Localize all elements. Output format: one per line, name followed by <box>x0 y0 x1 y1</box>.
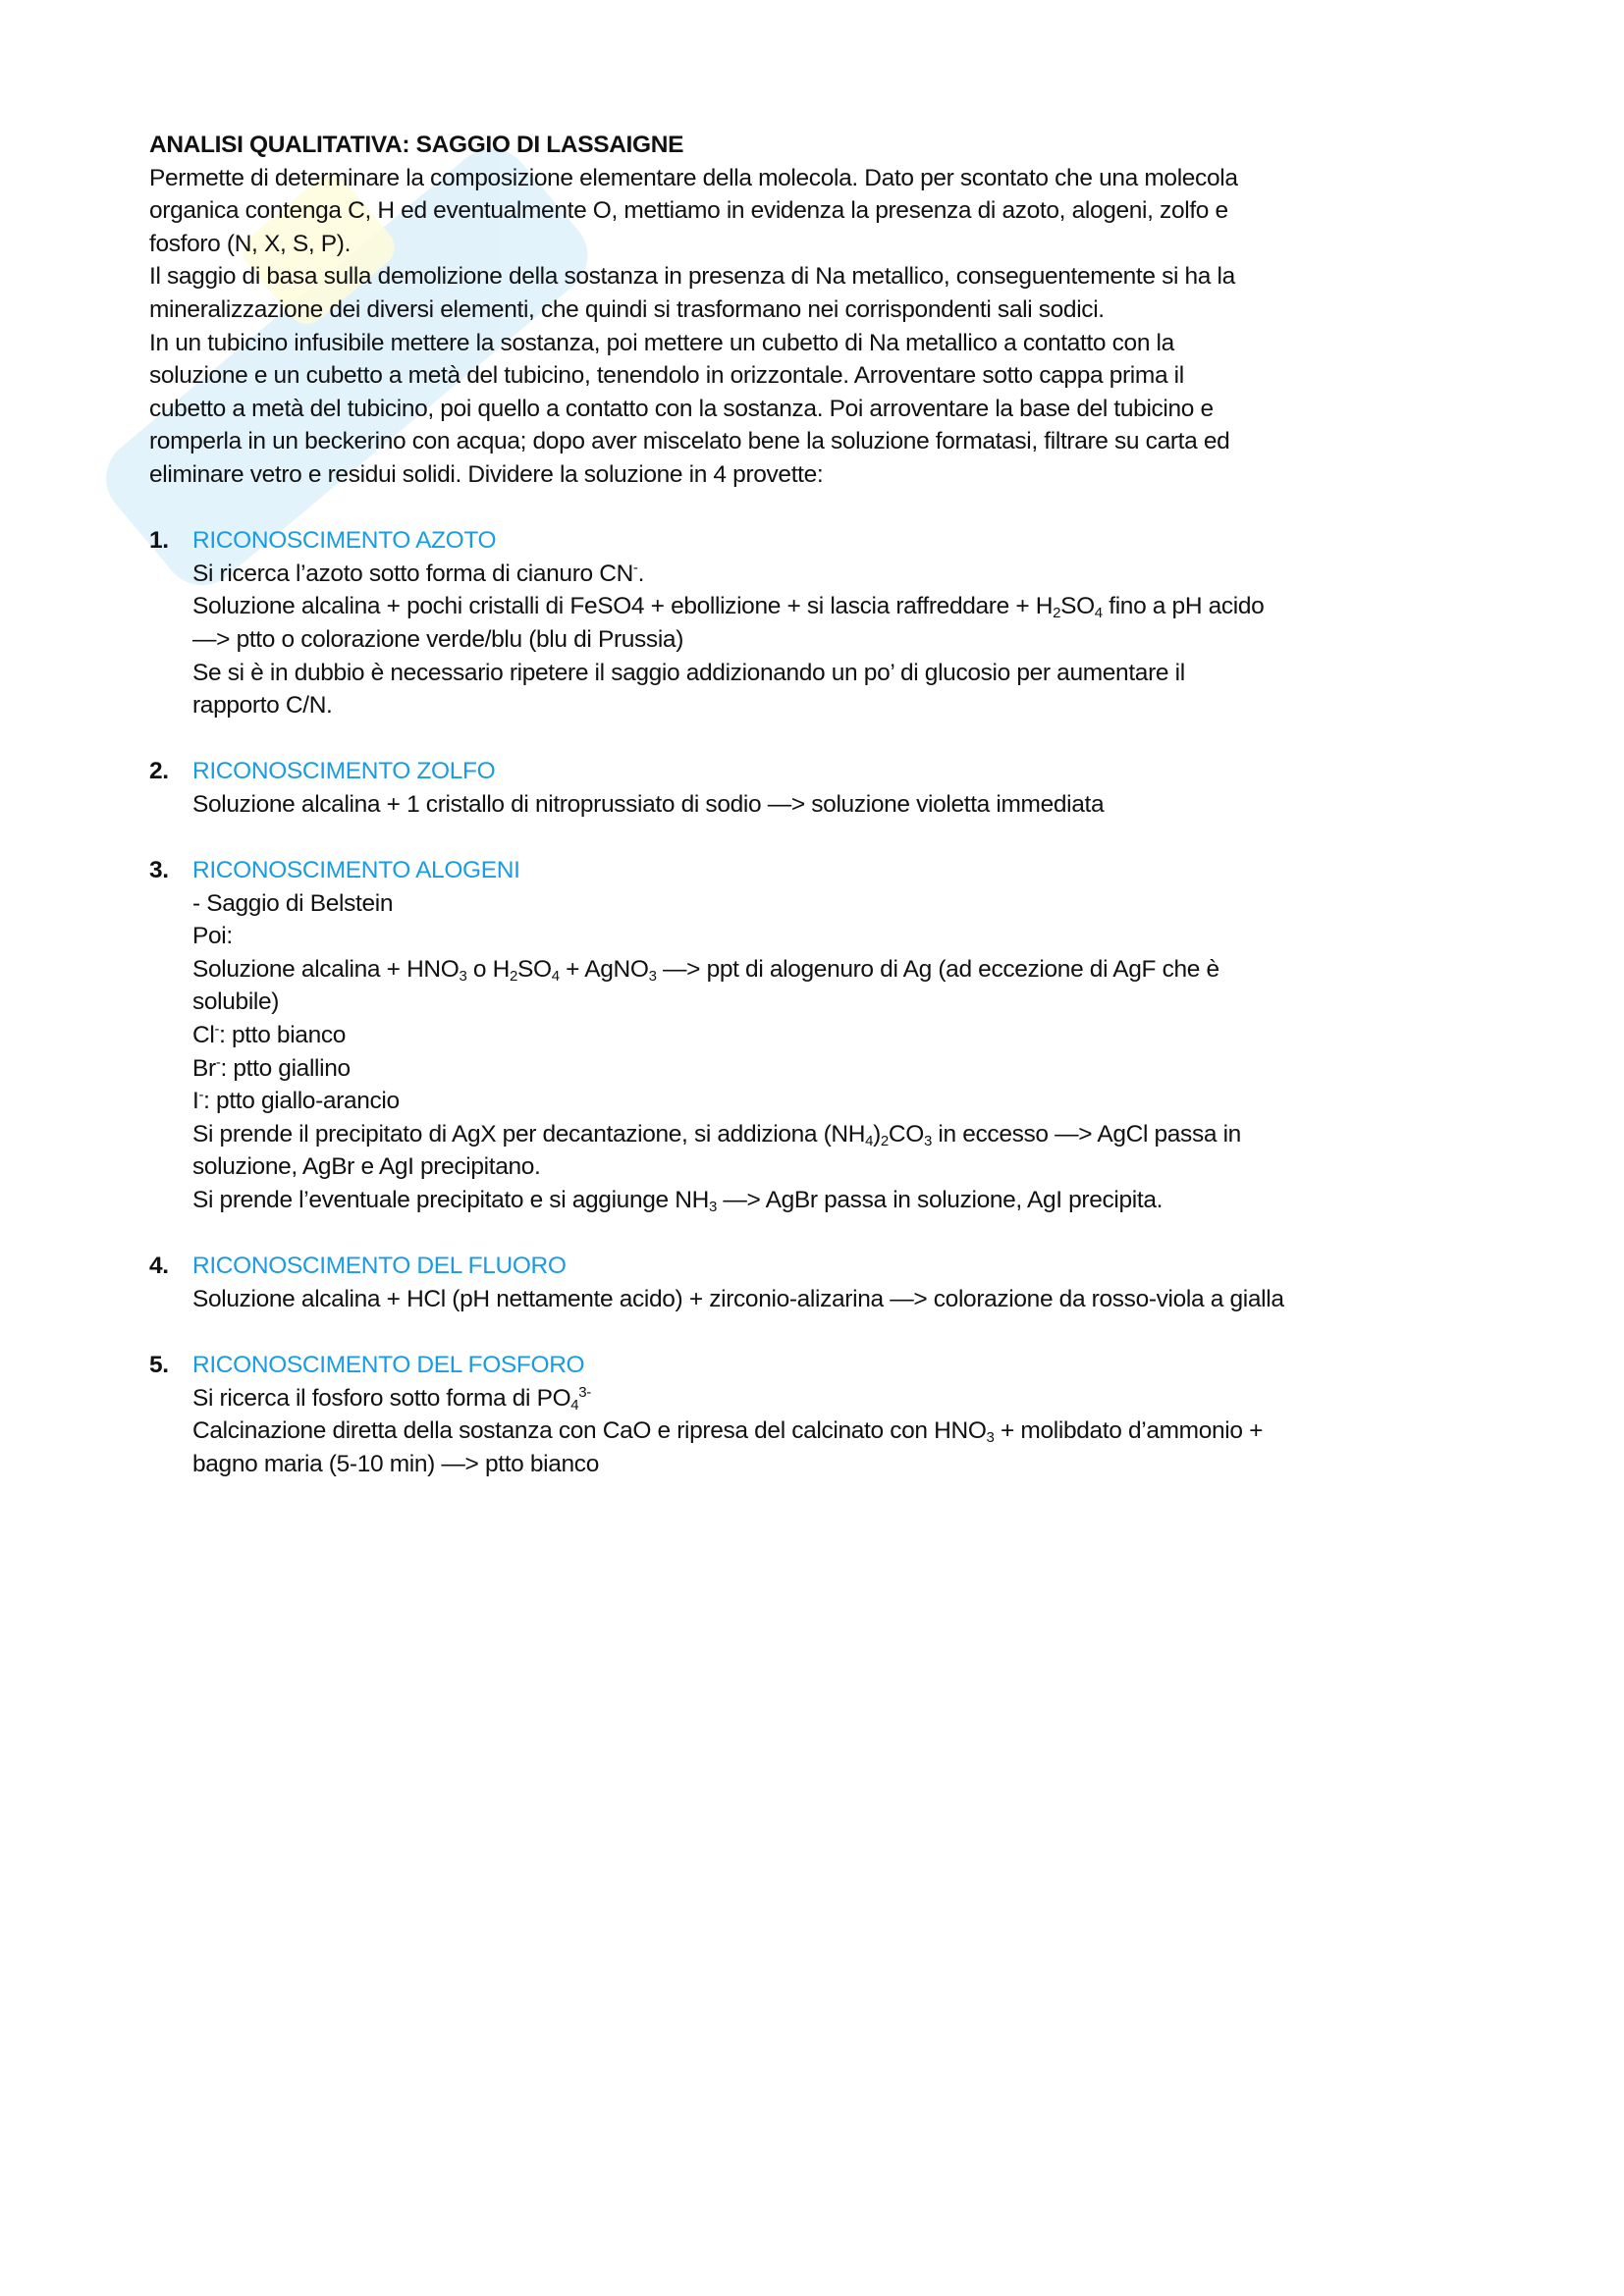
subscript: 3 <box>648 967 657 985</box>
body-line <box>192 623 1524 657</box>
list-item <box>149 1349 1524 1480</box>
superscript: 3- <box>578 1383 591 1401</box>
subscript: 2 <box>510 967 518 985</box>
text-run: Br <box>192 1054 216 1082</box>
text-run: bagno maria (5-10 min) —> ptto bianco <box>192 1450 599 1477</box>
text-run: Soluzione alcalina + HNO <box>192 955 460 983</box>
list-number: 3. <box>149 857 169 884</box>
body-line <box>192 1382 1524 1415</box>
text-run: —> ppt di alogenuro di Ag (ad eccezione di AgF che è <box>656 955 1219 983</box>
body-line <box>192 657 1524 690</box>
section-spacer <box>149 722 1524 756</box>
text-run: Soluzione alcalina + HCl (pH nettamente acido) + zirconio-alizarina —> colorazione da rosso-viola a gialla <box>192 1285 1284 1312</box>
subscript: 3 <box>923 1132 932 1149</box>
subscript: 3 <box>708 1199 717 1215</box>
list-number: 5. <box>149 1351 169 1378</box>
list-number: 4. <box>149 1253 169 1280</box>
subscript: 2 <box>880 1132 889 1149</box>
body-line <box>192 887 1524 921</box>
text-run: ) <box>873 1120 881 1148</box>
section-heading: RICONOSCIMENTO ZOLFO <box>192 758 496 785</box>
section-spacer <box>149 821 1524 854</box>
document-page <box>149 129 1524 1480</box>
list-item <box>149 755 1524 821</box>
body-line <box>192 1184 1524 1217</box>
text-run: CO <box>888 1120 924 1148</box>
intro-line: organica contenga C, H ed eventualmente O, mettiamo in evidenza la presenza di azoto, alogeni, zolfo e <box>149 197 1228 225</box>
text-run: I <box>192 1088 199 1115</box>
text-run: + AgNO <box>559 955 649 983</box>
body-line <box>192 986 1524 1019</box>
list-item <box>149 524 1524 722</box>
body-line <box>192 590 1524 623</box>
section-heading: RICONOSCIMENTO DEL FOSFORO <box>192 1351 585 1378</box>
body-line <box>192 788 1524 822</box>
text-run: in eccesso —> AgCl passa in <box>931 1120 1241 1148</box>
intro-line: cubetto a metà del tubicino, poi quello a contatto con la sostanza. Poi arroventare la base del tubicino e <box>149 395 1214 422</box>
text-run: Soluzione alcalina + pochi cristalli di FeSO4 + ebollizione + si lascia raffreddare + H <box>192 593 1054 620</box>
superscript: - <box>632 559 638 576</box>
subscript: 4 <box>570 1396 579 1414</box>
body-line <box>192 1118 1524 1151</box>
text-run: . <box>637 560 645 587</box>
text-run: Se si è in dubbio è necessario ripetere il saggio addizionando un po’ di glucosio per aumentare il <box>192 659 1185 686</box>
text-run: SO <box>1060 593 1095 620</box>
body-line <box>192 1052 1524 1086</box>
procedure-list <box>149 492 1524 1481</box>
intro-paragraph <box>149 162 1524 492</box>
body-line <box>192 1415 1524 1448</box>
list-number: 1. <box>149 527 169 555</box>
text-run: rapporto C/N. <box>192 692 333 720</box>
intro-line: Il saggio di basa sulla demolizione della sostanza in presenza di Na metallico, conseguentemente si ha la <box>149 263 1235 291</box>
body-line <box>192 953 1524 987</box>
text-run: Soluzione alcalina + 1 cristallo di nitroprussiato di sodio —> soluzione violetta immediata <box>192 790 1105 818</box>
subscript: 3 <box>459 967 467 985</box>
subscript: 2 <box>1053 605 1061 622</box>
section-heading: RICONOSCIMENTO AZOTO <box>192 527 497 555</box>
text-run: SO <box>517 955 552 983</box>
text-run: —> ptto o colorazione verde/blu (blu di Prussia) <box>192 625 684 653</box>
subscript: 3 <box>986 1429 995 1447</box>
body-line <box>192 920 1524 953</box>
text-run: + molibdato d’ammonio + <box>994 1417 1264 1445</box>
list-item <box>149 854 1524 1217</box>
section-heading: RICONOSCIMENTO DEL FLUORO <box>192 1253 567 1280</box>
text-run: : ptto giallino <box>220 1054 351 1082</box>
intro-line: Permette di determinare la composizione elementare della molecola. Dato per scontato che una molecola <box>149 164 1238 191</box>
body-line <box>192 689 1524 722</box>
text-run: Poi: <box>192 923 233 950</box>
text-run: solubile) <box>192 988 280 1016</box>
superscript: - <box>215 1053 221 1071</box>
section-spacer <box>149 1217 1524 1251</box>
body-line <box>192 1019 1524 1052</box>
text-run: Si ricerca l’azoto sotto forma di cianuro CN <box>192 560 633 587</box>
list-item <box>149 1250 1524 1315</box>
body-line <box>192 1150 1524 1184</box>
text-run: fino a pH acido <box>1102 593 1265 620</box>
superscript: - <box>198 1087 204 1104</box>
text-run: - Saggio di Belstein <box>192 889 394 917</box>
text-run: —> AgBr passa in soluzione, AgI precipita. <box>716 1187 1164 1213</box>
text-run: Calcinazione diretta della sostanza con CaO e ripresa del calcinato con HNO <box>192 1417 987 1445</box>
body-line <box>192 558 1524 591</box>
intro-line: fosforo (N, X, S, P). <box>149 230 352 257</box>
section-spacer <box>149 492 1524 525</box>
section-spacer <box>149 1315 1524 1349</box>
subscript: 4 <box>551 967 560 985</box>
body-line <box>192 1448 1524 1481</box>
list-number: 2. <box>149 758 169 785</box>
text-run: soluzione, AgBr e AgI precipitano. <box>192 1153 541 1181</box>
intro-line: romperla in un beckerino con acqua; dopo aver miscelato bene la soluzione formatasi, filtrare su carta ed <box>149 428 1230 455</box>
superscript: - <box>214 1021 220 1039</box>
text-run: Si prende il precipitato di AgX per decantazione, si addiziona (NH <box>192 1120 866 1148</box>
intro-line: In un tubicino infusibile mettere la sostanza, poi mettere un cubetto di Na metallico a contatto con la <box>149 329 1174 356</box>
body-line <box>192 1085 1524 1118</box>
subscript: 4 <box>865 1132 874 1149</box>
text-run: o H <box>466 955 511 983</box>
intro-line: mineralizzazione dei diversi elementi, che quindi si trasformano nei corrispondenti sali sodici. <box>149 295 1105 323</box>
text-run: Si prende l’eventuale precipitato e si aggiunge NH <box>192 1187 709 1213</box>
document-title: ANALISI QUALITATIVA: SAGGIO DI LASSAIGNE <box>149 132 684 158</box>
body-line <box>192 1283 1524 1316</box>
section-heading: RICONOSCIMENTO ALOGENI <box>192 857 520 884</box>
intro-line: soluzione e un cubetto a metà del tubicino, tenendolo in orizzontale. Arroventare sotto cappa prima il <box>149 362 1184 390</box>
subscript: 4 <box>1094 605 1103 622</box>
text-run: : ptto bianco <box>219 1022 347 1049</box>
text-run: Si ricerca il fosforo sotto forma di PO <box>192 1384 571 1412</box>
intro-line: eliminare vetro e residui solidi. Dividere la soluzione in 4 provette: <box>149 460 824 488</box>
text-run: : ptto giallo-arancio <box>203 1088 400 1115</box>
text-run: Cl <box>192 1022 215 1049</box>
